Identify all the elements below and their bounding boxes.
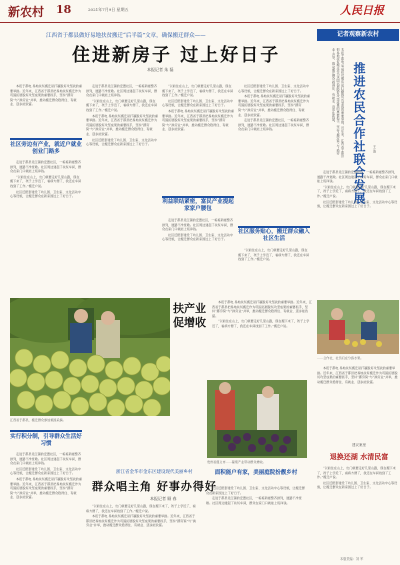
- body-column-4b: [238, 248, 310, 294]
- body-text: 本报于都电 易地扶贫搬迁是打赢脱贫攻坚战的重要举措。近年来，江西省于都县把易地扶贫搬迁作为巩固拓展脱贫攻坚成果的重要抓手，坚持“挪穷窝”与“换穷业”并举，推动搬迁群众稳得住、有就业、逐步能致富。: [86, 514, 196, 528]
- rightbar-body-2: [317, 366, 399, 438]
- body-text: 本报于都电 易地扶贫搬迁是打赢脱贫攻坚战的重要举措。近年来，江西省于都县把易地扶贫搬迁作为巩固拓展脱贫攻坚成果的重要抓手，坚持“挪穷窝”与“换穷业”并举，推动搬迁群众稳得住、有就业、逐步能致富。: [162, 108, 234, 132]
- rightbar-body: [317, 170, 399, 296]
- lead-byline: 本报记者 朱 磊: [147, 67, 174, 72]
- bottom-headline: 群众唱主角 好事办得好: [92, 480, 217, 493]
- subhead-1: 社区旁边有产业，就近户就业创业门路多: [10, 142, 82, 155]
- body-text: 走进于都县贡江镇的安置社区，一栋栋新楼整齐排列，道路干净宽敞。社区周边建起了扶贫车间，群众在家门口就能上班挣钱。: [317, 170, 398, 184]
- pullquote-line-2: 促增收: [173, 316, 206, 329]
- section-name: 新农村: [8, 5, 45, 19]
- body-column-1: [10, 84, 82, 136]
- body-text: 社区还配套建设了幼儿园、卫生室、文化活动中心等设施，让搬迁群众在新家园过上了好日子。: [86, 137, 157, 147]
- body-text: 社区还配套建设了幼儿园、卫生室、文化活动中心等设施，让搬迁群众在新家园过上了好日子。: [317, 199, 398, 209]
- body-text: 走进于都县贡江镇的安置社区，一栋栋新楼整齐排列，道路干净宽敞。社区周边建起了扶贫车间，群众在家门口就能上班挣钱。: [238, 118, 310, 132]
- rightbar-photo-caption: ……合作社，社员们在分拣水果。: [317, 356, 364, 360]
- body-text: “以前住在山上，出门就要走好几里山路，现在搬下来了，孩子上学近了，看病方便了，我还在车间找到了工作。”搬迁户说。: [317, 184, 396, 198]
- rightbar-body-3: [317, 466, 399, 552]
- body-text: 社区还配套建设了幼儿园、卫生室、文化活动中心等设施，让搬迁群众在新家园过上了好日子。: [162, 232, 233, 242]
- body-text: “以前住在山上，出门就要走好几里山路，现在搬下来了，孩子上学近了，看病方便了，我还在车间找到了工作。”搬迁户说。: [86, 98, 158, 112]
- subhead-rule: [162, 196, 234, 198]
- body-column-5: [212, 300, 312, 376]
- body-text: “以前住在山上，出门就要走好几里山路，现在搬下来了，孩子上学近了，看病方便了，我还在车间找到了工作。”搬迁户说。: [212, 319, 310, 328]
- body-column-6: [10, 452, 82, 560]
- lead-kicker: 江西省于都县做好易地扶贫搬迁“后半篇”文章，确保搬迁群众——: [46, 33, 206, 39]
- body-text: “以前住在山上，出门就要走好几里山路，现在搬下来了，孩子上学近了，看病方便了，我还在车间找到了工作。”搬迁户说。: [238, 248, 310, 262]
- left-lower-subhead: 实行积分制，引导群众生活好习惯: [10, 434, 82, 447]
- body-text: 社区还配套建设了幼儿园、卫生室、文化活动中心等设施，让搬迁群众在新家园过上了好日子。: [238, 84, 309, 93]
- body-text: “以前住在山上，出门就要走好几里山路，现在搬下来了，孩子上学近了，看病方便了，我还在车间找到了工作。”搬迁户说。: [86, 504, 196, 513]
- body-column-2: [86, 84, 158, 292]
- body-text: 社区还配套建设了幼儿园、卫生室、文化活动中心等设施，让搬迁群众在新家园过上了好日子。: [317, 480, 398, 490]
- footer-editor: 本版责编：刘 军: [340, 557, 364, 561]
- lead-headline: 住进新房子 过上好日子: [72, 45, 281, 66]
- subhead-2: 利益联结紧密，富民产业提起家家户腰包: [162, 199, 234, 212]
- subhead-3: 社区服务贴心，搬迁群众融入社区生活: [238, 229, 310, 242]
- subhead-rule: [10, 430, 82, 432]
- page-number: 18: [56, 3, 72, 16]
- sorting-illustration: [317, 300, 399, 354]
- grapes-photo: [207, 380, 307, 458]
- body-text: 本报于都电 易地扶贫搬迁是打赢脱贫攻坚战的重要举措。近年来，江西省于都县把易地扶贫搬迁作为巩固拓展脱贫攻坚成果的重要抓手，坚持“挪穷窝”与“换穷业”并举，推动搬迁群众稳得住、有就业、逐步能致富。: [86, 113, 158, 136]
- body-text: 社区还配套建设了幼儿园、卫生室、文化活动中心等设施，让搬迁群众在新家园过上了好日子。: [206, 486, 305, 495]
- body-column-3: [162, 84, 234, 194]
- body-text: 社区还配套建设了幼儿园、卫生室、文化活动中心等设施，让搬迁群众在新家园过上了好日子。: [10, 189, 81, 199]
- body-text: 社区还配套建设了幼儿园、卫生室、文化活动中心等设施，让搬迁群众在新家园过上了好日子。: [10, 466, 81, 476]
- body-text: 走进于都县贡江镇的安置社区，一栋栋新楼整齐排列，道路干净宽敞。社区周边建起了扶贫车间，群众在家门口就能上班挣钱。: [86, 84, 158, 98]
- grapes-caption: 贵州省遵义市……葡萄产业带动群众增收。: [207, 460, 266, 464]
- bottom-kicker: 浙江省金华市金东区建设现代美丽乡村: [116, 470, 193, 475]
- body-text: “以前住在山上，出门就要走好几里山路，现在搬下来了，孩子上学近了，看病方便了，我还在车间找到了工作。”搬迁户说。: [317, 466, 396, 480]
- orchard-caption: 江西省于都县，搬迁群众参加梨园采摘。: [10, 418, 66, 422]
- orchard-photo: [10, 298, 170, 416]
- body-text: 社区还配套建设了幼儿园、卫生室、文化活动中心等设施，让搬迁群众在新家园过上了好日子。: [162, 98, 233, 108]
- body-column-3b: [162, 218, 234, 292]
- right-lower-headline: 退换还湖 水清民富: [329, 452, 389, 461]
- body-text: 走进于都县贡江镇的安置社区，一栋栋新楼整齐排列，道路干净宽敞。社区周边建起了扶贫车间，群众在家门口就能上班挣钱。: [10, 452, 82, 466]
- body-text: 本报于都电 易地扶贫搬迁是打赢脱贫攻坚战的重要举措。近年来，江西省于都县把易地扶贫搬迁作为巩固拓展脱贫攻坚成果的重要抓手，坚持“挪穷窝”与“换穷业”并举，推动搬迁群众稳得住、有就业、逐步能致富。: [317, 366, 398, 384]
- rightbar-title: 记者观察新农村: [317, 29, 399, 41]
- body-text: 本报于都电 易地扶贫搬迁是打赢脱贫攻坚战的重要举措。近年来，江西省于都县把易地扶贫搬迁作为巩固拓展脱贫攻坚成果的重要抓手，坚持“挪穷窝”与“换穷业”并举，推动搬迁群众稳得住、有就业、逐步能致富。: [238, 94, 310, 117]
- body-text: 走进于都县贡江镇的安置社区，一栋栋新楼整齐排列，道路干净宽敞。社区周边建起了扶贫车间，群众在家门口就能上班挣钱。: [162, 218, 234, 232]
- subhead-rule: [238, 226, 310, 228]
- body-text: 走进于都县贡江镇的安置社区，一栋栋新楼整齐排列，道路干净宽敞。社区周边建起了扶贫车间，群众在家门口就能上班挣钱。: [10, 160, 82, 174]
- body-text: 本报于都电 易地扶贫搬迁是打赢脱贫攻坚战的重要举措。近年来，江西省于都县把易地扶贫搬迁作为巩固拓展脱贫攻坚成果的重要抓手，坚持“挪穷窝”与“换穷业”并举，推动搬迁群众稳得住、有就业、逐步能致富。: [212, 300, 312, 318]
- body-text: 走进于都县贡江镇的安置社区，一栋栋新楼整齐排列，道路干净宽敞。社区周边建起了扶贫车间，群众在家门口就能上班挣钱。: [206, 496, 302, 505]
- body-text: 本报于都电 易地扶贫搬迁是打赢脱贫攻坚战的重要举措。近年来，江西省于都县把易地扶贫搬迁作为巩固拓展脱贫攻坚成果的重要抓手，坚持“挪穷窝”与“换穷业”并举，推动搬迁群众稳得住、有就业、逐步能致富。: [10, 84, 82, 107]
- publication-date: 2021年7月9日 星期五: [88, 7, 129, 12]
- body-text: 本报于都电 易地扶贫搬迁是打赢脱贫攻坚战的重要举措。近年来，江西省于都县把易地扶贫搬迁作为巩固拓展脱贫攻坚成果的重要抓手，坚持“挪穷窝”与“换穷业”并举，推动搬迁群众稳得住、有就业、逐步能致富。: [331, 48, 344, 158]
- bottom-byline: 本报记者 顾 春: [150, 496, 177, 501]
- body-text: 本报于都电 易地扶贫搬迁是打赢脱贫攻坚战的重要举措。近年来，江西省于都县把易地扶贫搬迁作为巩固拓展脱贫攻坚成果的重要抓手，坚持“挪穷窝”与“换穷业”并举，推动搬迁群众稳得住、有就业、逐步能致富。: [10, 476, 82, 500]
- rightbar-headline: 推进农民合作社联合发展: [352, 62, 366, 205]
- body-text: “以前住在山上，出门就要走好几里山路，现在搬下来了，孩子上学近了，看病方便了，我还在车间找到了工作。”搬迁户说。: [162, 84, 234, 98]
- rightbar-author: 王 浩: [372, 145, 376, 153]
- body-column-8: [206, 486, 306, 558]
- rightbar-intro: [320, 48, 344, 158]
- pullquote-line-1: 扶产业: [173, 302, 206, 315]
- pullquote: [173, 302, 215, 330]
- subhead-rule: [10, 138, 82, 140]
- bottom-subhead: 面积能户有家，美丽庭院扮靓乡村: [214, 470, 298, 476]
- right-lower-kicker: 建议案里: [352, 443, 366, 447]
- newspaper-logo: 人民日报: [340, 4, 384, 17]
- body-column-1b: [10, 160, 82, 292]
- body-column-7: [86, 504, 196, 558]
- grapes-illustration: [207, 380, 307, 458]
- body-text: “以前住在山上，出门就要走好几里山路，现在搬下来了，孩子上学近了，看病方便了，我还在车间找到了工作。”搬迁户说。: [10, 174, 82, 188]
- body-column-4: [238, 84, 310, 224]
- rightbar-photo: [317, 300, 399, 354]
- orchard-illustration: [10, 298, 170, 416]
